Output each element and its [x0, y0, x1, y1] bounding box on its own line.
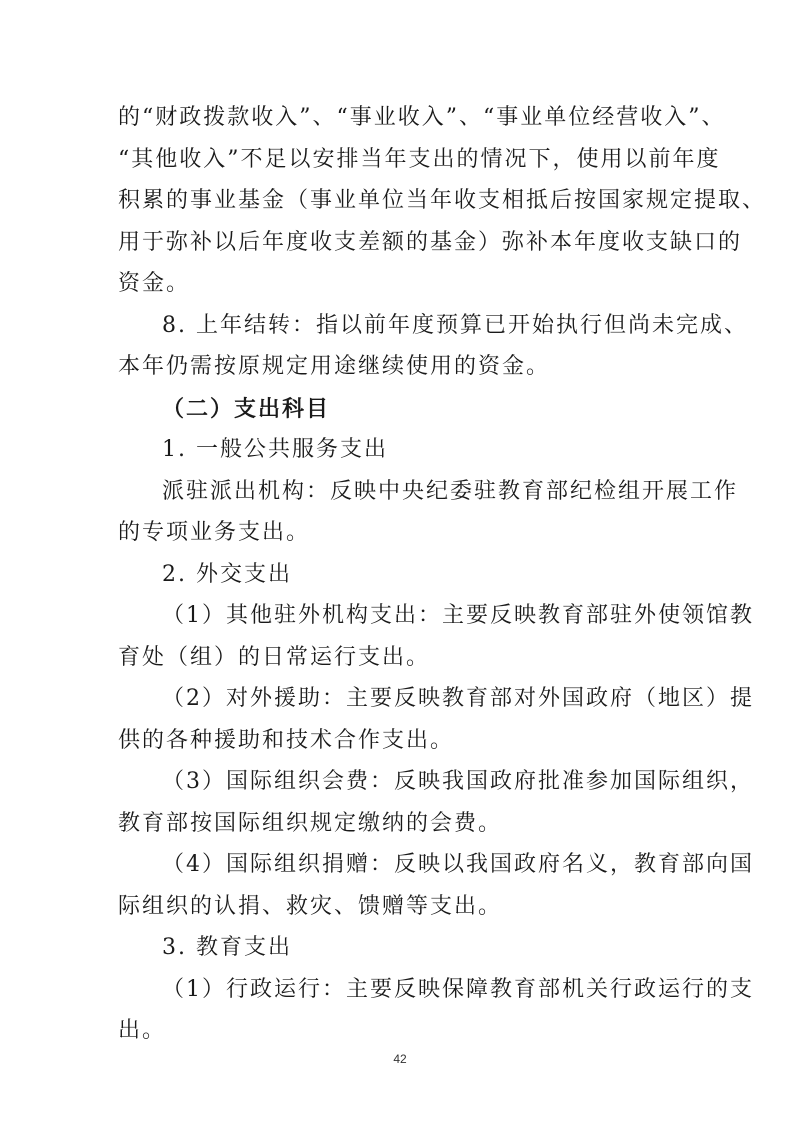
body-text-line: 育处（组）的日常运行支出。	[118, 645, 431, 670]
body-text-line: 际组织的认捐、救灾、馈赠等支出。	[118, 894, 503, 919]
body-text-line: 积累的事业基金（事业单位当年收支相抵后按国家规定提取、	[118, 188, 767, 213]
body-text-line: 派驻派出机构：反映中央纪委驻教育部纪检组开展工作	[162, 479, 739, 504]
section-heading-expenditure: （二）支出科目	[162, 396, 331, 422]
list-item: （4）国际组织捐赠：反映以我国政府名义，教育部向国	[162, 852, 754, 877]
list-item: （2）对外援助：主要反映教育部对外国政府（地区）提	[162, 686, 754, 711]
paragraph-item-8: 8. 上年结转：指以前年度预算已开始执行但尚未完成、	[162, 313, 748, 338]
body-text-line: 教育部按国际组织规定缴纳的会费。	[118, 811, 503, 836]
body-text-line: 供的各种援助和技术合作支出。	[118, 728, 455, 753]
body-text-line: 用于弥补以后年度收支差额的基金）弥补本年度收支缺口的	[118, 230, 743, 255]
subheading-education: 3. 教育支出	[162, 935, 292, 960]
list-item: （1）其他驻外机构支出：主要反映教育部驻外使领馆教	[162, 603, 754, 628]
body-text-line: 的专项业务支出。	[118, 520, 311, 545]
body-text-line: 本年仍需按原规定用途继续使用的资金。	[118, 354, 551, 379]
list-item: （1）行政运行：主要反映保障教育部机关行政运行的支	[162, 977, 754, 1002]
body-text-line: 资金。	[118, 271, 191, 296]
page-number: 42	[393, 1052, 407, 1066]
list-item: （3）国际组织会费：反映我国政府批准参加国际组织，	[162, 769, 754, 794]
subheading-foreign-affairs: 2. 外交支出	[162, 562, 292, 587]
body-text-line: 的“财政拨款收入”、“事业收入”、“事业单位经营收入”、	[118, 105, 726, 130]
subheading-general-public-services: 1. 一般公共服务支出	[162, 437, 388, 462]
body-text-line: 出。	[118, 1018, 167, 1043]
body-text-line: “其他收入”不足以安排当年支出的情况下，使用以前年度	[118, 147, 721, 172]
